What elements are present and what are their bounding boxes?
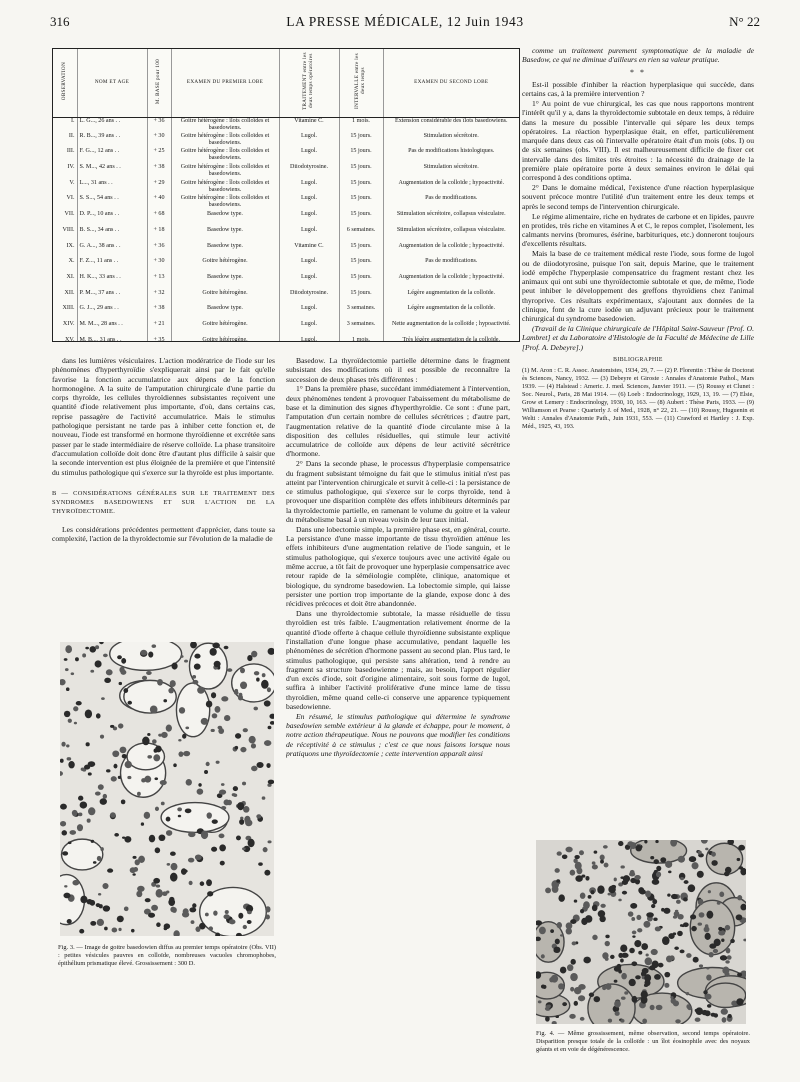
table-cell: 1 mois. (339, 337, 383, 342)
table-cell: + 30 (147, 258, 171, 274)
table-row (53, 337, 519, 342)
header-first-lobe: EXAMEN DU PREMIER LOBE (171, 49, 279, 117)
table-cell: 3 semaines. (339, 321, 383, 337)
table-cell: Pas de modifications histologiques. (408, 148, 495, 155)
table-cell: Lugol. (279, 133, 339, 149)
table-cell: Extension considérable des îlots basedowiens. (394, 117, 508, 124)
table-cell: B. S..., 34 ans . . (77, 227, 147, 243)
header-observation: OBSERVATION (53, 49, 77, 117)
table-cell: Goitre hétérogène. (171, 290, 279, 306)
header-metabolism: M. BASE pour 100 (147, 49, 171, 117)
table-cell: Nette augmentation de la colloïde ; hypoactivité. (391, 320, 511, 327)
table-cell: + 38 (147, 164, 171, 180)
table-cell: Goitre hétérogène. (171, 321, 279, 337)
table-cell: Goitre hétérogène. (171, 258, 279, 274)
header-interval: INTERVALLE entre les deux temps (339, 49, 383, 117)
table-cell: + 36 (147, 117, 171, 133)
table-cell: 3 semaines. (339, 305, 383, 321)
table-cell: VIII. (53, 227, 77, 243)
table-cell: + 21 (147, 321, 171, 337)
table-cell: Légère augmentation de la colloïde. (407, 305, 495, 312)
table-cell: F. G..., 12 ans . . (77, 148, 147, 164)
table-cell: Basedow type. (171, 305, 279, 321)
table-cell: + 18 (147, 227, 171, 243)
table-row (53, 290, 519, 306)
table-cell: Basedow type. (171, 243, 279, 259)
table-cell: Lugol. (279, 321, 339, 337)
table-cell: + 29 (147, 180, 171, 196)
issue-number: N° 22 (729, 14, 760, 29)
body-paragraph: comme un traitement purement symptomatique de la maladie de Basedow, ce qui ne diminue d'ailleurs en rien sa valeur pratique. (522, 46, 754, 65)
table-cell: 15 jours. (339, 133, 383, 149)
figure-4-micrograph (536, 840, 746, 1024)
table-cell: 15 jours. (339, 180, 383, 196)
table-cell: Pas de modifications. (425, 195, 478, 202)
table-cell: XIII. (53, 305, 77, 321)
table-cell: Lugol. (279, 211, 339, 227)
table-cell: Stimulation sécrétoire, collapsus vésiculaire. (396, 226, 506, 233)
table-cell: Goitre hétérogène : îlots colloïdes et basedowiens. (171, 117, 279, 133)
figure-3-micrograph (60, 642, 274, 936)
table-cell: 1 mois. (339, 117, 383, 133)
table-cell: XI. (53, 274, 77, 290)
table-cell: Lugol. (279, 227, 339, 243)
body-paragraph: Le régime alimentaire, riche en hydrates de carbone et en lipides, pauvre en protides, très riche en vitamines A et C, le repos complet, l'isolement, les calmants nervins (bromures, ésérine, barbituriques, etc.) donneront toujours d'excellents résultats. (522, 211, 754, 249)
body-paragraph: Basedow. La thyroïdectomie partielle détermine dans le fragment subsistant des modifications où il est possible de reconnaître la succession de deux phases très différentes : (286, 356, 510, 384)
table-cell: F. Z..., 11 ans . . (77, 258, 147, 274)
body-paragraph: Dans une lobectomie simple, la première phase est, en général, courte. La persistance d'une masse importante de tissu thyroïdien atténue les effets inhibiteurs d'une augmentation relative de l'iode sanguin, et le stimulus pathologique, qui s'exerce toujours avec une activité égale ou même accrue, a tôt fait de provoquer une hyperplasie compensatrice avec retour rapide de la séméiologie complète, clinique, anatomique et biologique, du syndrome basedowien. La lobectomie simple, qui laisse persister une portion trop importante de la glande, expose donc à des récidives précoces et doit être abandonnée. (286, 524, 510, 609)
table-row (53, 148, 519, 164)
table-cell: R. B..., 39 ans . . (77, 133, 147, 149)
page-number: 316 (50, 14, 70, 29)
body-paragraph: Les considérations précédentes permettent d'apprécier, dans toute sa complexité, l'action de la thyroïdectomie sur l'évolution de la maladie de (52, 524, 275, 544)
table-row (53, 227, 519, 243)
table-cell: + 68 (147, 211, 171, 227)
section-asterisks: * * (630, 67, 646, 77)
table-cell: L..., 31 ans . . (77, 180, 147, 196)
table-row (53, 258, 519, 274)
table-cell: 15 jours. (339, 164, 383, 180)
header-second-lobe: EXAMEN DU SECOND LOBE (383, 49, 519, 117)
table-cell: Goitre hétérogène : îlots colloïdes et basedowiens. (171, 195, 279, 211)
body-paragraph: 2° Dans la seconde phase, le processus d'hyperplasie compensatrice du fragment subsistant témoigne du fait que le stimulus initial n'est pas atteint par l'intervention chirurgicale et survit à celle-ci : la persistance de ce stimulus pathologique, qui s'exerce sur le corps thyroïde, tend à provoquer une disparition complète des effets inhibiteurs déterminés par la thyroïdectomie partielle, en ramenant le volume du goitre et la valeur du métabolisme basal à un niveau voisin de leur taux initial. (286, 459, 510, 525)
table-cell: Lugol. (279, 195, 339, 211)
table-cell: + 25 (147, 148, 171, 164)
table-cell: Stimulation sécrétoire. (423, 132, 479, 139)
table-cell: + 40 (147, 195, 171, 211)
table-cell: I. (53, 117, 77, 133)
figure-3-caption: Fig. 3. — Image de goitre basedowien diffus au premier temps opératoire (Obs. VII) : petites vésicules pauvres en colloïde, nombreuses vacuoles chromophobes, épithélium prismatique élevé. Grossissement : 300 D. (58, 944, 276, 967)
table-cell: Lugol. (279, 258, 339, 274)
table-header-row (53, 49, 519, 117)
table-row (53, 164, 519, 180)
table-cell: M. B..., 31 ans . . (77, 337, 147, 342)
table-cell: 15 jours. (339, 211, 383, 227)
table-cell: Basedow type. (171, 227, 279, 243)
table-cell: 15 jours. (339, 258, 383, 274)
table-cell: III. (53, 148, 77, 164)
table-row (53, 180, 519, 196)
table-row (53, 321, 519, 337)
column-2 (286, 356, 510, 1074)
table-cell: 15 jours. (339, 290, 383, 306)
table-cell: Augmentation de la colloïde ; hypoactivité. (398, 179, 505, 186)
table-cell: + 35 (147, 337, 171, 342)
table-cell: Augmentation de la colloïde ; hypoactivité. (398, 242, 505, 249)
table-row (53, 243, 519, 259)
table-cell: XII. (53, 290, 77, 306)
table-row (53, 195, 519, 211)
table-cell: 6 semaines. (339, 227, 383, 243)
table-cell: Lugol. (279, 305, 339, 321)
body-paragraph: Mais la base de ce traitement médical reste l'iode, sous forme de lugol ou de diiodotyrosine, puisque l'on sait, depuis Marine, que le traitement iodé empêche l'hyperplasie compensatrice du fragment restant chez les animaux qui ont subi une thyroïdectomie subtotale et que, de même, l'iode peut inhiber le développement des greffons thyroïdiens chez l'animal thyroprive. Ces résultats expérimentaux, s'ajoutant aux données de la clinique, font de la cure iodée un adjuvant précieux pour le traitement chirurgical du syndrome basedowien. (522, 249, 754, 324)
table-cell: IV. (53, 164, 77, 180)
table-cell: V. (53, 180, 77, 196)
body-paragraph: Dans une thyroïdectomie subtotale, la masse résiduelle de tissu thyroïdien est très faible. L'augmentation relativement énorme de la quantité d'iode offerte à chaque cellule thyroïdienne subsistante explique l'installation d'une longue phase accumulative, pendant laquelle les phénomènes de sécrétion d'hormone passent au second plan. Plus tard, le stimulus pathologique, qui persiste sans altération, tend à rendre au fragment sa structure basedowienne ; mais, au besoin, l'apport régulier d'un excès d'iode, soit d'origine alimentaire, soit sous forme de lugol, suffira à inhiber l'activité proliférative d'une mince lame de tissu thyroïdien, même quand celle-ci conserve une apparence typiquement basedowienne. (286, 609, 510, 711)
table-row (53, 274, 519, 290)
section-heading: B — CONSIDÉRATIONS GÉNÉRALES SUR LE TRAITEMENT DES SYNDROMES BASEDOWIENS ET SUR L'ACTION DE LA THYROÏDECTOMIE. (52, 489, 275, 516)
table-cell: VII. (53, 211, 77, 227)
table-cell: Vitamine C. (279, 117, 339, 133)
table-row (53, 211, 519, 227)
header-treatment: TRAITEMENT entre les deux temps opératoires (279, 49, 339, 117)
table-cell: + 30 (147, 133, 171, 149)
table-cell: Légère augmentation de la colloïde. (407, 289, 495, 296)
table-cell: Vitamine C. (279, 243, 339, 259)
column-3 (522, 46, 754, 834)
body-paragraph: 1° Dans la première phase, succédant immédiatement à l'intervention, deux phénomènes tendent à provoquer l'abaissement du métabolisme de base et la diminution des signes d'hyperthyroïdie. Ce sont : d'une part, l'amputation d'un certain nombre de cellules sécrétrices ; d'autre part, l'augmentation relative de la quantité d'iode circulante mise à la disposition des cellules résiduelles, qui stimule leur activité accumulatrice de colloïde aux dépens de leur activité sécrétrice d'hormone. (286, 384, 510, 459)
table-cell: Diiodotyrosine. (279, 290, 339, 306)
table-cell: XV. (53, 337, 77, 342)
table-cell: 15 jours. (339, 195, 383, 211)
figure-4-caption: Fig. 4. — Même grossissement, même observation, second temps opératoire. Disparition presque totale de la colloïde : un îlot éosinophile avec des noyaux géants et en voie de dégénérescence. (536, 1030, 750, 1053)
table-cell: G. J..., 29 ans . . (77, 305, 147, 321)
table-cell: Goitre hétérogène : îlots colloïdes et basedowiens. (171, 180, 279, 196)
table-cell: VI. (53, 195, 77, 211)
table-cell: Pas de modifications. (425, 258, 478, 265)
body-paragraph: Est-il possible d'inhiber la réaction hyperplasique qui succède, dans certains cas, à la première intervention ? (522, 79, 754, 99)
table-cell: L. G..., 26 ans . . (77, 117, 147, 133)
bibliography-heading: BIBLIOGRAPHIE (613, 357, 663, 363)
credit-note: (Travail de la Clinique chirurgicale de l'Hôpital Saint-Sauveur [Prof. O. Lambret] et du Laboratoire d'Histologie de la Faculté de Médecine de Lille [Prof. A. Debeyre].) (522, 324, 754, 352)
table-cell: Stimulation sécrétoire, collapsus vésiculaire. (396, 211, 506, 218)
observations-table (52, 48, 520, 342)
table-cell: II. (53, 133, 77, 149)
table-cell: 15 jours. (339, 243, 383, 259)
table-cell: + 32 (147, 290, 171, 306)
journal-title: LA PRESSE MÉDICALE, 12 Juin 1943 (286, 14, 524, 29)
table-cell: 15 jours. (339, 148, 383, 164)
table-cell: Diiodotyrosine. (279, 164, 339, 180)
body-paragraph: dans les lumières vésiculaires. L'action modératrice de l'iode sur les phénomènes d'hyperthyroïdie s'expliquerait ainsi par le fait qu'elle favorise la fonction accumulatrice aux dépens de la fonction hormonogène. A la suite de l'amputation chirurgicale d'une partie du corps thyroïde, les cellules thyroïdiennes subsistantes reçoivent une quantité d'iode relativement plus importante, d'où, dans certains cas, reprise passagère de l'activité accumulatrice. Mais le stimulus pathologique persistant ne tarde pas à inhiber cette fonction et, de nouveau, l'iode est transformé en hormone thyroïdienne et excrétée sans passer par le stade intermédiaire de réserve colloïde. La phase transitoire d'accumulation colloïde doit donc être d'autant plus difficile à saisir que la seconde intervention est plus éloignée de la première et que l'intensité du stimulus pathologique qui s'exerce sur la thyroïde est plus importante. (52, 356, 275, 477)
page-header (50, 14, 760, 34)
table-cell: S. S..., 54 ans . . (77, 195, 147, 211)
table-cell: + 13 (147, 274, 171, 290)
table-row (53, 133, 519, 149)
table-cell: + 36 (147, 243, 171, 259)
body-paragraph: 2° Dans le domaine médical, l'existence d'une réaction hyperplasique souvent précoce montre l'utilité d'un traitement entre les deux temps et après le second temps de l'intervention chirurgicale. (522, 183, 754, 211)
table-cell: Lugol. (279, 337, 339, 342)
table-cell: Lugol. (279, 180, 339, 196)
table-cell: Lugol. (279, 148, 339, 164)
table-cell: M. M..., 28 ans . . (77, 321, 147, 337)
table-cell: S. M..., 42 ans . . (77, 164, 147, 180)
table-cell: + 38 (147, 305, 171, 321)
column-1 (52, 356, 275, 636)
table-cell: Goitre hétérogène : îlots colloïdes et basedowiens. (171, 148, 279, 164)
table-cell: Basedow type. (171, 211, 279, 227)
table-cell: X. (53, 258, 77, 274)
table-cell: H. K..., 33 ans . . (77, 274, 147, 290)
table-cell: IX. (53, 243, 77, 259)
body-paragraph: 1° Au point de vue chirurgical, les cas que nous rapportons montrent l'intérêt qu'il y a, dans la thyroïdectomie subtotale en deux temps, à réduire dans la mesure du possible l'intervalle qui sépare les deux temps opératoires. La réaction hyperplasique était, en effet, particulièrement marquée dans deux cas où l'intervalle opératoire était d'un mois (obs. I) ou de six semaines (obs. VIII). Il est malheureusement difficile de fixer cet intervalle dans des limites très étroites : la nécessité du drainage de la première plaie opératoire porte à deux semaines environ le délai qui correspond à des conditions optima. (522, 98, 754, 183)
table-cell: Goitre hétérogène. (171, 337, 279, 342)
table-cell: P. M..., 37 ans . . (77, 290, 147, 306)
bibliography: (1) M. Aron : C. R. Assoc. Anatomistes, 1934, 29, 7. — (2) P. Florentin : Thèse de Doctorat ès Sciences, Nancy, 1932. — (3) Debeyre et Giroste : Annales d'Anatomie Pathol., Mars 1939. — (4) Halstead : Americ. J. med. Sciences, Janvier 1911. — (5) Roussy et Clunet : Soc. Neurol., Paris, 28 Mai 1914. — (6) Loeb : Endocrinology, 1929, 13, 19. — (7) Elsie, Grow et Lemery : Endocrinology, 1930, 10, 163. — (8) Aubert : Thèse Paris, 1933. — (9) Williamson et Pearse : Quarterly J. of Med., 1928, n° 22, 21. — (10) Roussy, Huguenin et Welti : Annales d'Anatomie Path., Juin 1931, 553. — (11) Crawford et Hartley : J. Exp. Méd., 1925, 43, 193. (522, 367, 754, 430)
table-cell: G. A..., 38 ans . . (77, 243, 147, 259)
table-cell: Très légère augmentation de la colloïde. (402, 336, 501, 342)
table-row (53, 117, 519, 133)
body-paragraph: En résumé, le stimulus pathologique qui détermine le syndrome basedowien semble extérieur à la glande et échappe, pour le moment, à notre action thérapeutique. Nous ne pouvons que modifier les conditions de réceptivité à ce stimulus ; c'est ce que nous faisons lorsque nous pratiquons une thyroïdectomie ; cette intervention apparaît ainsi (286, 711, 510, 758)
table-cell: 15 jours. (339, 274, 383, 290)
table-cell: XIV. (53, 321, 77, 337)
table-cell: Basedow type. (171, 274, 279, 290)
table-cell: Lugol. (279, 274, 339, 290)
table-cell: Stimulation sécrétoire. (423, 164, 479, 171)
table-cell: D. P..., 10 ans . . (77, 211, 147, 227)
header-name-age: NOM ET AGE (77, 49, 147, 117)
table-cell: Goitre hétérogène : îlots colloïdes et basedowiens. (171, 164, 279, 180)
table-cell: Goitre hétérogène : îlots colloïdes et basedowiens. (171, 133, 279, 149)
table-cell: Augmentation de la colloïde ; hypoactivité. (398, 273, 505, 280)
table-row (53, 305, 519, 321)
